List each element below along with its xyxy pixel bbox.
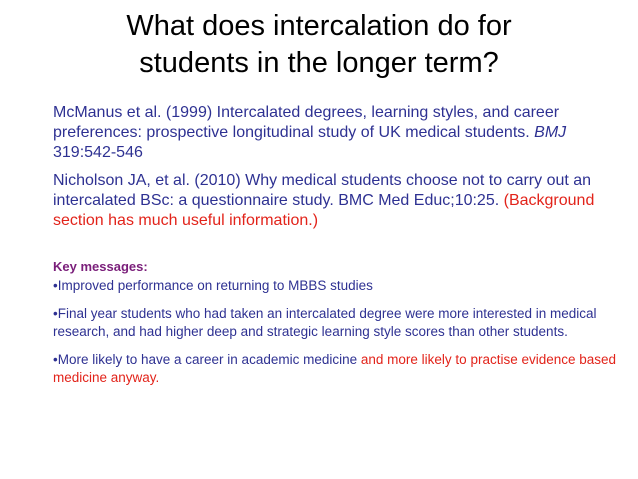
key-message-highlight: and more likely to practise evidence based medicine anyway. [53, 352, 617, 385]
key-message-item: •Final year students who had taken an intercalated degree were more interested in medical research, and had higher deep and strategic learning style scores than other students. [53, 306, 597, 339]
reference-note: (Background section has much useful information.) [53, 192, 595, 229]
slide-title [0, 8, 638, 82]
reference-list [53, 103, 628, 231]
journal-name: BMJ [534, 124, 567, 141]
key-message-item: •Improved performance on returning to MBBS studies [53, 278, 373, 293]
key-messages-heading: Key messages: [53, 259, 148, 274]
key-messages [53, 258, 628, 387]
reference-text: Nicholson JA, et al. (2010) Why medical students choose not to carry out an intercalated BSc: a questionnaire study. BMC Med Educ;10:25. [53, 172, 592, 209]
slide-title-line-2: students in the longer term? [139, 47, 499, 79]
key-message-text: •More likely to have a career in academic medicine [53, 352, 358, 367]
key-message-item [53, 351, 628, 387]
reference-citation: 319:542-546 [53, 144, 143, 161]
reference-nicholson [53, 171, 628, 231]
slide-title-line-1: What does intercalation do for [126, 10, 512, 42]
reference-text: McManus et al. (1999) Intercalated degrees, learning styles, and career preferences: prospective longitudinal study of UK medical students. [53, 104, 560, 141]
reference-mcmanus [53, 103, 628, 163]
